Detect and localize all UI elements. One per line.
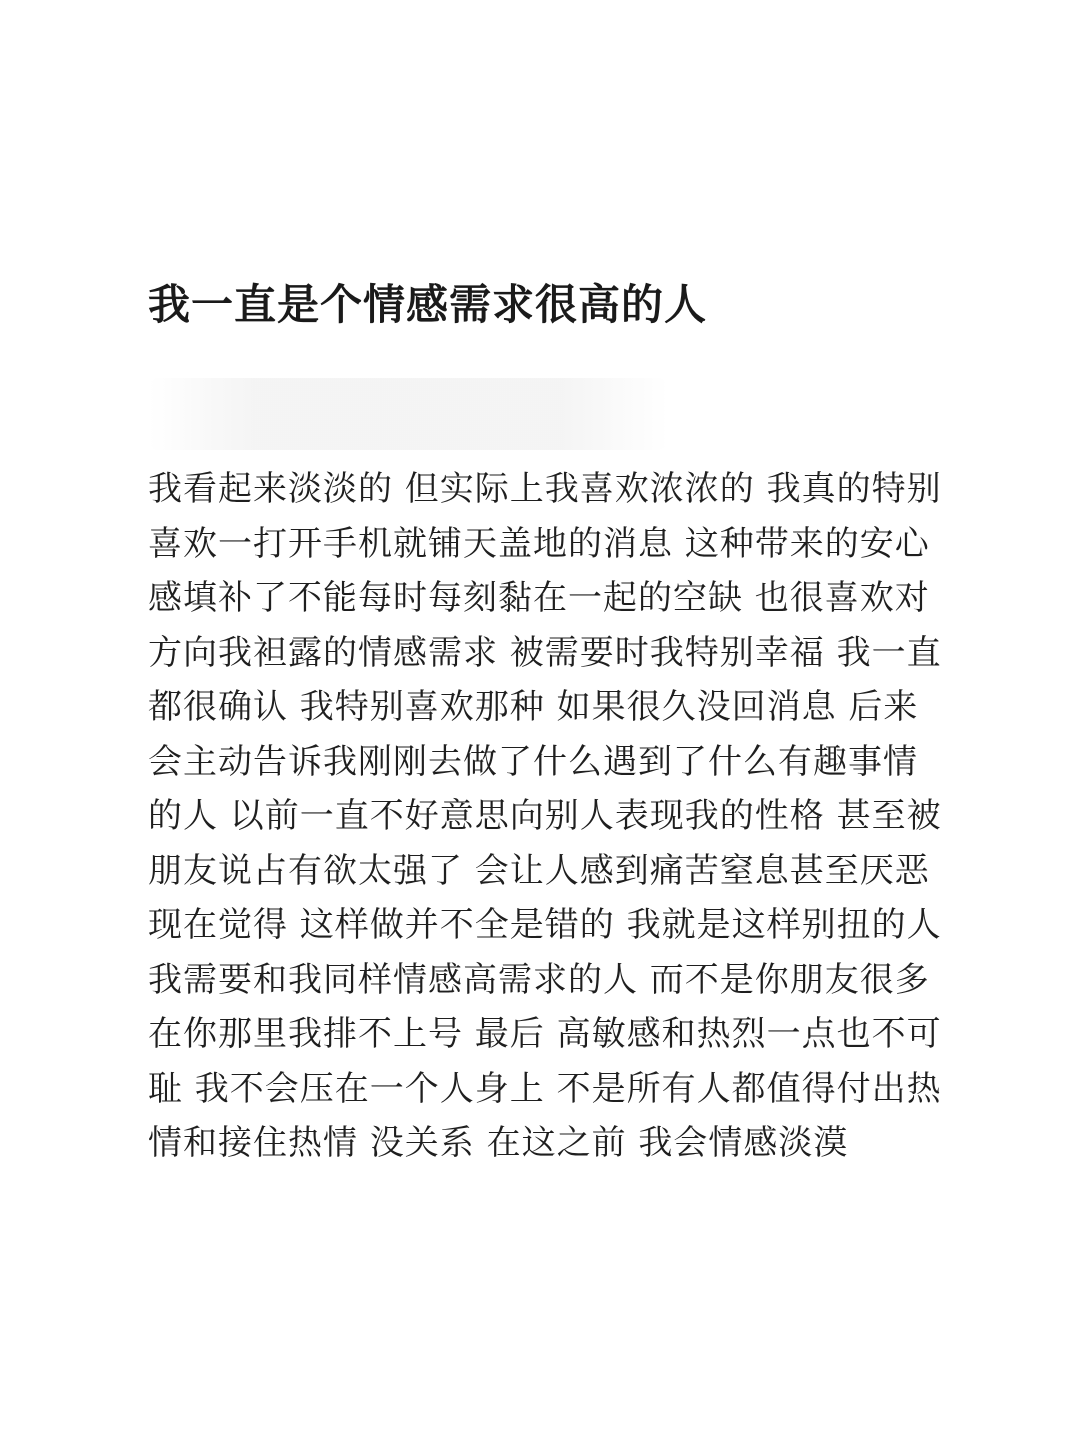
- body-text: [148, 462, 948, 1171]
- body-line: 情和接住热情 没关系 在这之前 我会情感淡漠: [148, 1123, 849, 1163]
- body-line: 会主动告诉我刚刚去做了什么遇到了什么有趣事情: [148, 741, 918, 782]
- faint-shadow-band: [148, 378, 668, 450]
- body-line: 在你那里我排不上号 最后 高敏感和热烈一点也不可: [148, 1014, 942, 1054]
- page-title: 我一直是个情感需求很高的人: [148, 280, 708, 329]
- body-line: 我需要和我同样情感高需求的人 而不是你朋友很多: [148, 959, 930, 1000]
- body-line: 耻 我不会压在一个人身上 不是所有人都值得付出热: [148, 1068, 942, 1109]
- body-line: 感填补了不能每时每刻黏在一起的空缺 也很喜欢对: [148, 578, 930, 618]
- body-line: 我看起来淡淡的 但实际上我喜欢浓浓的 我真的特别: [148, 469, 942, 509]
- body-line: 喜欢一打开手机就铺天盖地的消息 这种带来的安心: [148, 523, 930, 564]
- body-line: 方向我袒露的情感需求 被需要时我特别幸福 我一直: [148, 632, 942, 673]
- body-line: 的人 以前一直不好意思向别人表现我的性格 甚至被: [148, 796, 942, 836]
- body-line: 朋友说占有欲太强了 会让人感到痛苦窒息甚至厌恶: [148, 850, 930, 891]
- body-line: 现在觉得 这样做并不全是错的 我就是这样别扭的人: [148, 905, 942, 945]
- body-line: 都很确认 我特别喜欢那种 如果很久没回消息 后来: [148, 687, 919, 727]
